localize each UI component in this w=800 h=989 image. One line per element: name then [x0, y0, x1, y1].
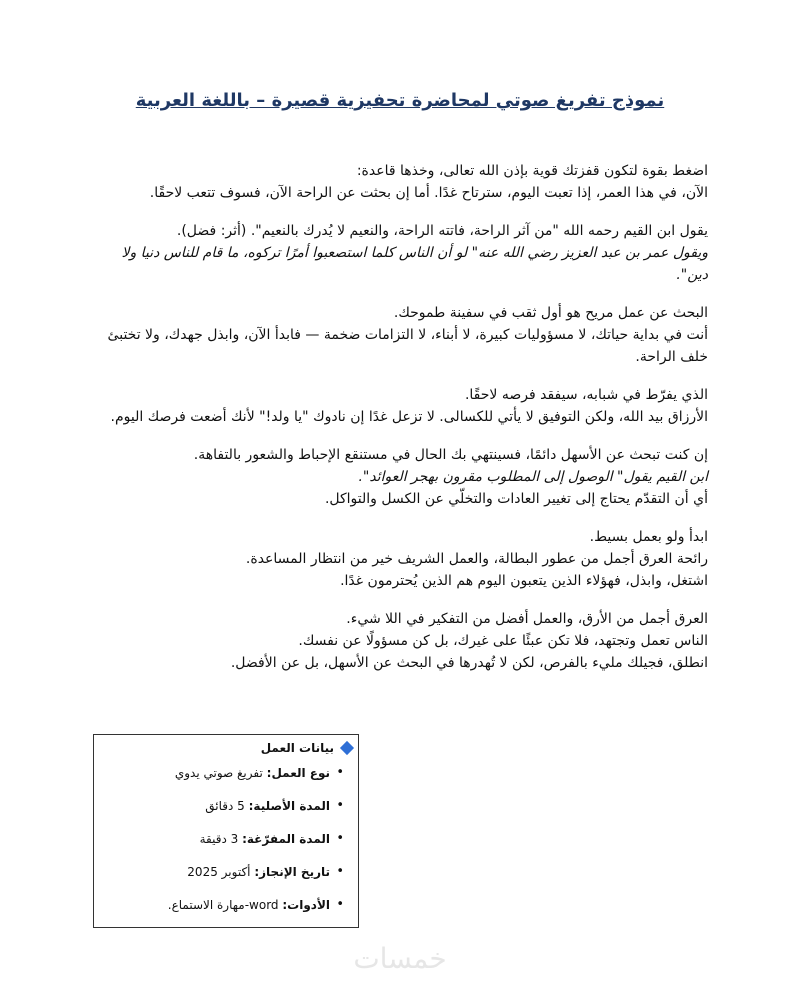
info-value: 3 دقيقة: [199, 832, 239, 846]
paragraph-line: العرق أجمل من الأرق، والعمل أفضل من التفكير في اللا شيء.: [346, 611, 708, 627]
paragraph-line: ابدأ ولو بعمل بسيط.: [589, 529, 708, 545]
paragraph-line: الذي يفرّط في شبابه، سيفقد فرصه لاحقًا.: [464, 387, 708, 403]
transcript-body: [98, 160, 708, 690]
info-value: word-مهارة الاستماع.: [167, 898, 279, 912]
list-item: [98, 765, 358, 781]
list-item: [98, 798, 358, 814]
paragraph: [98, 220, 708, 286]
paragraph: [98, 384, 708, 428]
paragraph: [98, 608, 708, 674]
quote-line: ابن القيم يقول" الوصول إلى المطلوب مقرون بهجر العوائد".: [358, 469, 708, 485]
paragraph: [98, 302, 708, 368]
info-value: 5 دقائق: [205, 799, 245, 813]
paragraph-line: الآن، في هذا العمر، إذا تعبت اليوم، سترتاح غدًا. أما إن بحثت عن الراحة الآن، فسوف تتعب لاحقًا.: [149, 185, 708, 201]
quote-line: ويقول عمر بن عبد العزيز رضي الله عنه" لو أن الناس كلما استصعبوا أمرًا تركوه، ما قام للناس دنيا ولا دين".: [121, 245, 708, 283]
list-item: [98, 864, 358, 880]
info-value: تفريغ صوتي يدوي: [174, 766, 263, 780]
info-label: تاريخ الإنجاز:: [254, 865, 330, 879]
info-label: المدة المفرّغة:: [242, 832, 330, 846]
paragraph-line: اضغط بقوة لتكون قفزتك قوية بإذن الله تعالى، وخذها قاعدة:: [356, 163, 708, 179]
list-item: [98, 897, 358, 913]
paragraph-line: البحث عن عمل مريح هو أول ثقب في سفينة طموحك.: [393, 305, 708, 321]
page-title: نموذج تفريغ صوتي لمحاضرة تحفيزية قصيرة – باللغة العربية: [135, 90, 665, 111]
paragraph-line: رائحة العرق أجمل من عطور البطالة، والعمل الشريف خير من انتظار المساعدة.: [245, 551, 708, 567]
watermark: خمسات: [353, 942, 447, 975]
paragraph-line: أي أن التقدّم يحتاج إلى تغيير العادات والتخلّي عن الكسل والتواكل.: [324, 491, 708, 507]
info-heading-text: بيانات العمل: [260, 741, 334, 755]
info-heading: [261, 741, 352, 755]
info-value: أكتوبر 2025: [187, 865, 251, 879]
info-list: [98, 765, 358, 930]
info-label: الأدوات:: [282, 898, 330, 912]
work-info-box: [93, 734, 359, 928]
info-label: نوع العمل:: [266, 766, 330, 780]
diamond-bullet-icon: [340, 741, 354, 755]
paragraph-line: الناس تعمل وتجتهد، فلا تكن عبئًا على غيرك، بل كن مسؤولًا عن نفسك.: [298, 633, 708, 649]
paragraph: [98, 160, 708, 204]
paragraph-line: الأرزاق بيد الله، ولكن التوفيق لا يأتي للكسالى. لا تزعل غدًا إن نادوك "يا ولد!" لأنك أضعت فرصك اليوم.: [110, 409, 708, 425]
paragraph-line: أنت في بداية حياتك، لا مسؤوليات كبيرة، لا أبناء، لا التزامات ضخمة — فابدأ الآن، وابذل جهدك، ولا تختبئ خلف الراحة.: [107, 327, 708, 365]
paragraph: [98, 526, 708, 592]
info-label: المدة الأصلية:: [248, 799, 330, 813]
paragraph: [98, 444, 708, 510]
list-item: [98, 831, 358, 847]
quote-line: يقول ابن القيم رحمه الله "من آثر الراحة، فاتته الراحة، والنعيم لا يُدرك بالنعيم". (أثر: فضل).: [176, 223, 708, 239]
paragraph-line: إن كنت تبحث عن الأسهل دائمًا، فسينتهي بك الحال في مستنقع الإحباط والشعور بالتفاهة.: [193, 447, 708, 463]
paragraph-line: انطلق، فجيلك مليء بالفرص، لكن لا تُهدرها في البحث عن الأسهل، بل عن الأفضل.: [230, 655, 708, 671]
paragraph-line: اشتغل، وابذل، فهؤلاء الذين يتعبون اليوم هم الذين يُحترمون غدًا.: [340, 573, 708, 589]
